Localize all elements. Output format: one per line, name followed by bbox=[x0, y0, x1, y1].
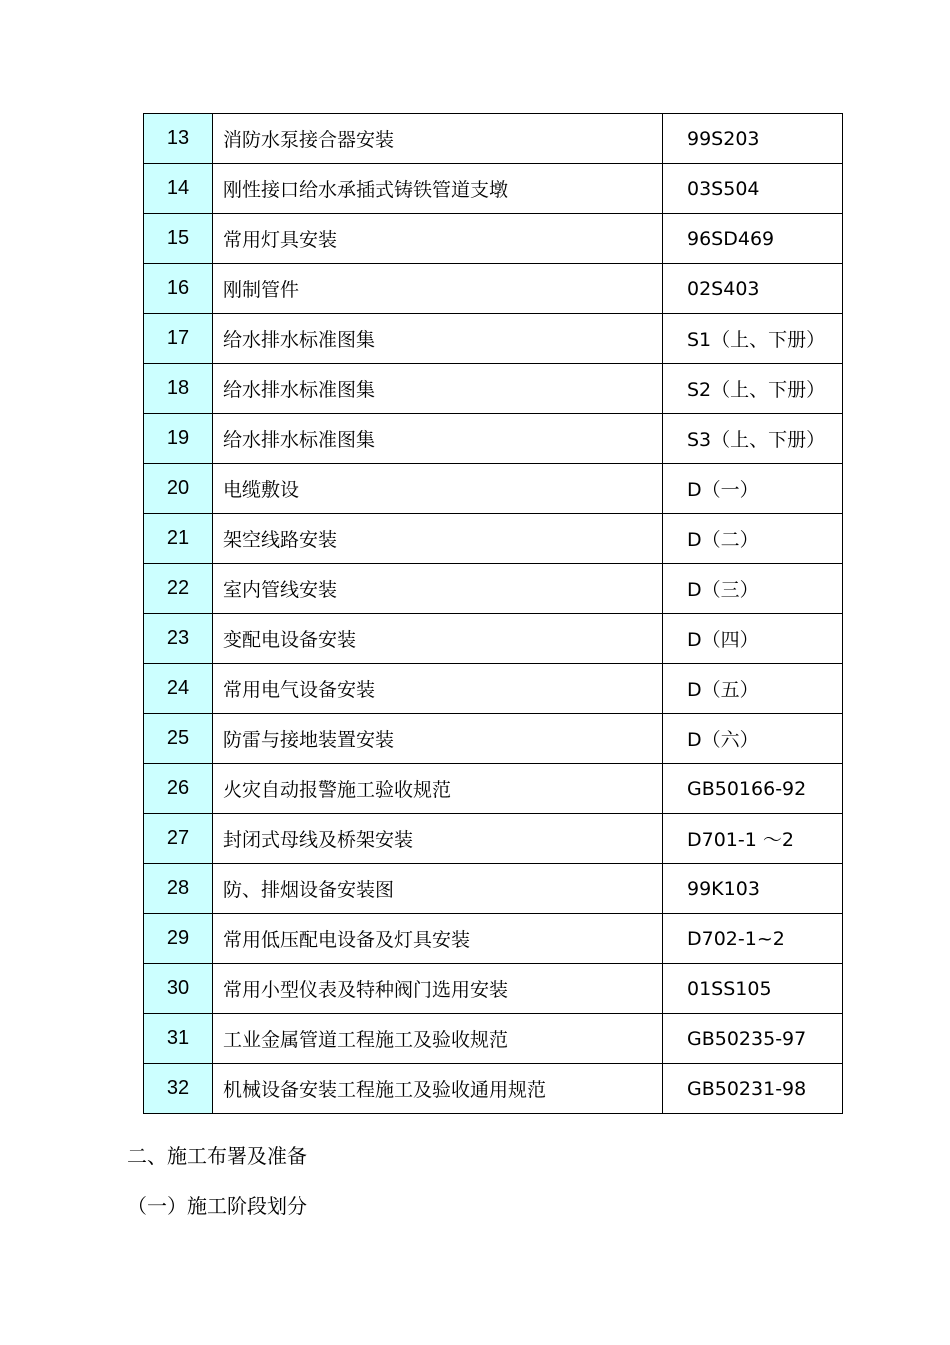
table-row bbox=[144, 614, 843, 664]
row-number-cell: 16 bbox=[144, 264, 213, 314]
table-row bbox=[144, 314, 843, 364]
row-number-cell: 32 bbox=[144, 1064, 213, 1114]
row-number-cell: 14 bbox=[144, 164, 213, 214]
standard-name-cell: 防雷与接地装置安装 bbox=[213, 714, 663, 764]
standard-code-cell: GB50166-92 bbox=[663, 764, 843, 814]
row-number-cell: 31 bbox=[144, 1014, 213, 1064]
row-number-cell: 18 bbox=[144, 364, 213, 414]
standard-name-cell: 常用小型仪表及特种阀门选用安装 bbox=[213, 964, 663, 1014]
standard-name-cell: 室内管线安装 bbox=[213, 564, 663, 614]
row-number-cell: 25 bbox=[144, 714, 213, 764]
table-row bbox=[144, 514, 843, 564]
row-number-cell: 24 bbox=[144, 664, 213, 714]
standard-code-cell: 03S504 bbox=[663, 164, 843, 214]
standards-table-body bbox=[144, 114, 843, 1114]
standard-name-cell: 机械设备安装工程施工及验收通用规范 bbox=[213, 1064, 663, 1114]
standard-name-cell: 防、排烟设备安装图 bbox=[213, 864, 663, 914]
standard-name-cell: 工业金属管道工程施工及验收规范 bbox=[213, 1014, 663, 1064]
row-number-cell: 13 bbox=[144, 114, 213, 164]
table-row bbox=[144, 864, 843, 914]
row-number-cell: 30 bbox=[144, 964, 213, 1014]
row-number-cell: 29 bbox=[144, 914, 213, 964]
standard-code-cell: GB50231-98 bbox=[663, 1064, 843, 1114]
row-number-cell: 27 bbox=[144, 814, 213, 864]
standard-code-cell: D（四） bbox=[663, 614, 843, 664]
table-row bbox=[144, 414, 843, 464]
row-number-cell: 19 bbox=[144, 414, 213, 464]
table-row bbox=[144, 914, 843, 964]
table-row bbox=[144, 364, 843, 414]
standard-name-cell: 常用低压配电设备及灯具安装 bbox=[213, 914, 663, 964]
standard-code-cell: S3（上、下册） bbox=[663, 414, 843, 464]
standards-table bbox=[143, 113, 843, 1114]
table-row bbox=[144, 664, 843, 714]
section-heading: 二、施工布署及准备 bbox=[127, 1144, 307, 1168]
standard-code-cell: D（六） bbox=[663, 714, 843, 764]
standard-code-cell: 99K103 bbox=[663, 864, 843, 914]
table-row bbox=[144, 114, 843, 164]
standard-code-cell: D701-1 ～2 bbox=[663, 814, 843, 864]
row-number-cell: 23 bbox=[144, 614, 213, 664]
table-row bbox=[144, 214, 843, 264]
standard-name-cell: 封闭式母线及桥架安装 bbox=[213, 814, 663, 864]
standard-name-cell: 刚性接口给水承插式铸铁管道支墩 bbox=[213, 164, 663, 214]
subsection-heading: （一）施工阶段划分 bbox=[127, 1194, 307, 1218]
row-number-cell: 17 bbox=[144, 314, 213, 364]
standard-code-cell: 01SS105 bbox=[663, 964, 843, 1014]
standard-code-cell: D（五） bbox=[663, 664, 843, 714]
standard-name-cell: 火灾自动报警施工验收规范 bbox=[213, 764, 663, 814]
standard-code-cell: D（一） bbox=[663, 464, 843, 514]
table-row bbox=[144, 264, 843, 314]
standard-code-cell: S1（上、下册） bbox=[663, 314, 843, 364]
standard-name-cell: 电缆敷设 bbox=[213, 464, 663, 514]
standard-name-cell: 消防水泵接合器安装 bbox=[213, 114, 663, 164]
row-number-cell: 21 bbox=[144, 514, 213, 564]
table-row bbox=[144, 164, 843, 214]
standard-name-cell: 常用电气设备安装 bbox=[213, 664, 663, 714]
standard-code-cell: D（二） bbox=[663, 514, 843, 564]
standard-name-cell: 变配电设备安装 bbox=[213, 614, 663, 664]
standard-name-cell: 给水排水标准图集 bbox=[213, 364, 663, 414]
standard-code-cell: D702-1~2 bbox=[663, 914, 843, 964]
standard-code-cell: 02S403 bbox=[663, 264, 843, 314]
standard-code-cell: 96SD469 bbox=[663, 214, 843, 264]
standard-name-cell: 刚制管件 bbox=[213, 264, 663, 314]
standard-name-cell: 给水排水标准图集 bbox=[213, 414, 663, 464]
row-number-cell: 26 bbox=[144, 764, 213, 814]
table-row bbox=[144, 814, 843, 864]
table-row bbox=[144, 764, 843, 814]
row-number-cell: 15 bbox=[144, 214, 213, 264]
standard-name-cell: 架空线路安装 bbox=[213, 514, 663, 564]
standard-name-cell: 给水排水标准图集 bbox=[213, 314, 663, 364]
table-row bbox=[144, 714, 843, 764]
standard-code-cell: S2（上、下册） bbox=[663, 364, 843, 414]
standard-code-cell: GB50235-97 bbox=[663, 1014, 843, 1064]
table-row bbox=[144, 1014, 843, 1064]
table-row bbox=[144, 464, 843, 514]
row-number-cell: 28 bbox=[144, 864, 213, 914]
standard-code-cell: 99S203 bbox=[663, 114, 843, 164]
table-row bbox=[144, 564, 843, 614]
standard-code-cell: D（三） bbox=[663, 564, 843, 614]
row-number-cell: 20 bbox=[144, 464, 213, 514]
row-number-cell: 22 bbox=[144, 564, 213, 614]
table-row bbox=[144, 964, 843, 1014]
standard-name-cell: 常用灯具安装 bbox=[213, 214, 663, 264]
table-row bbox=[144, 1064, 843, 1114]
